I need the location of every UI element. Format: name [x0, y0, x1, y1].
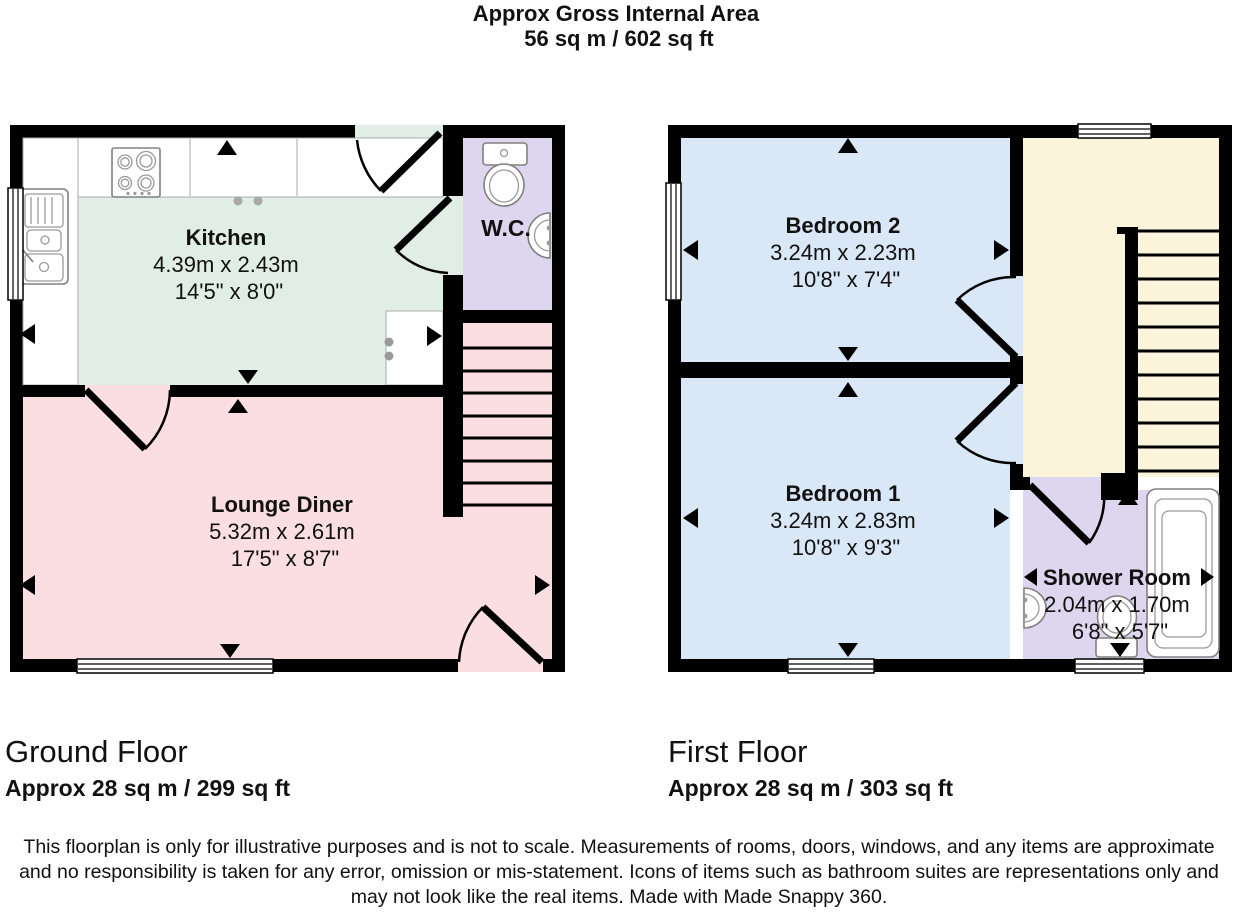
toilet-icon	[483, 143, 527, 206]
hob-icon	[112, 148, 160, 197]
ground-floor-plan	[8, 125, 565, 673]
ground-floor-caption: Ground Floor	[5, 734, 188, 769]
bedrooms-divider-wall	[681, 362, 1010, 378]
front-door-opening	[458, 659, 543, 672]
first-floor-area: Approx 28 sq m / 303 sq ft	[668, 775, 954, 801]
kitchen-cupboard	[386, 311, 443, 385]
stairwell-rail-top	[1117, 227, 1138, 234]
bedroom2-door-opening	[1010, 276, 1023, 356]
window	[666, 183, 681, 300]
title-line1: Approx Gross Internal Area	[472, 1, 760, 26]
title-line2: 56 sq m / 602 sq ft	[524, 26, 714, 51]
bedroom-landing-wall-mid	[1010, 356, 1023, 384]
kitchen-sink-icon	[20, 189, 68, 284]
bedroom-landing-wall-upper	[1010, 138, 1023, 276]
bedroom2-label: Bedroom 2 3.24m x 2.23m 10'8" x 7'4"	[770, 213, 916, 292]
first-floor-plan	[666, 124, 1232, 673]
unit-handle	[254, 197, 263, 206]
page-title	[473, 1, 766, 51]
window	[1075, 659, 1144, 673]
ground-floor-area: Approx 28 sq m / 299 sq ft	[5, 775, 291, 801]
lounge-door-opening	[85, 385, 170, 397]
window	[788, 659, 874, 673]
wc-label: W.C.	[481, 215, 531, 241]
unit-handle	[234, 197, 243, 206]
bedroom1-door-opening	[1010, 384, 1023, 464]
stairwell-rail-wall	[1125, 228, 1138, 477]
shower-top-wall-stub	[1010, 477, 1030, 490]
disclaimer-line1: This floorplan is only for illustrative purposes and is not to scale. Measurements of rooms, doors, windows, and any items are approximate	[23, 836, 1215, 858]
window	[77, 659, 273, 673]
wc-bottom-wall	[443, 310, 565, 323]
shower-room-label: Shower Room 2.04m x 1.70m 6'8" x 5'7"	[1042, 565, 1191, 644]
window	[8, 188, 23, 300]
lounge-label: Lounge Diner 5.32m x 2.61m 17'5" x 8'7"	[209, 492, 355, 571]
shower-door-opening	[1030, 477, 1101, 490]
kitchen-lounge-wall-stub	[23, 385, 85, 397]
kitchen-lounge-wall	[170, 385, 443, 397]
kitchen-label: Kitchen 4.39m x 2.43m 14'5" x 8'0"	[153, 225, 299, 304]
cupboard-handle	[385, 338, 394, 347]
first-floor-caption: First Floor	[668, 734, 808, 769]
bedroom1-label: Bedroom 1 3.24m x 2.83m 10'8" x 9'3"	[770, 481, 916, 560]
window	[1078, 124, 1151, 138]
back-door-opening	[355, 125, 443, 138]
landing-floor	[1023, 138, 1219, 477]
disclaimer	[19, 836, 1219, 908]
wc-door-opening	[443, 196, 463, 275]
cupboard-handle	[385, 352, 394, 361]
wc-wall-upper	[443, 138, 463, 196]
shower-top-wall-block	[1101, 473, 1138, 500]
disclaimer-line3: may not look like the real items. Made with Made Snappy 360.	[350, 886, 888, 908]
disclaimer-line2: and no responsibility is taken for any error, omission or mis-statement. Icons of items such as bathroom suites are representations only and	[19, 861, 1219, 883]
